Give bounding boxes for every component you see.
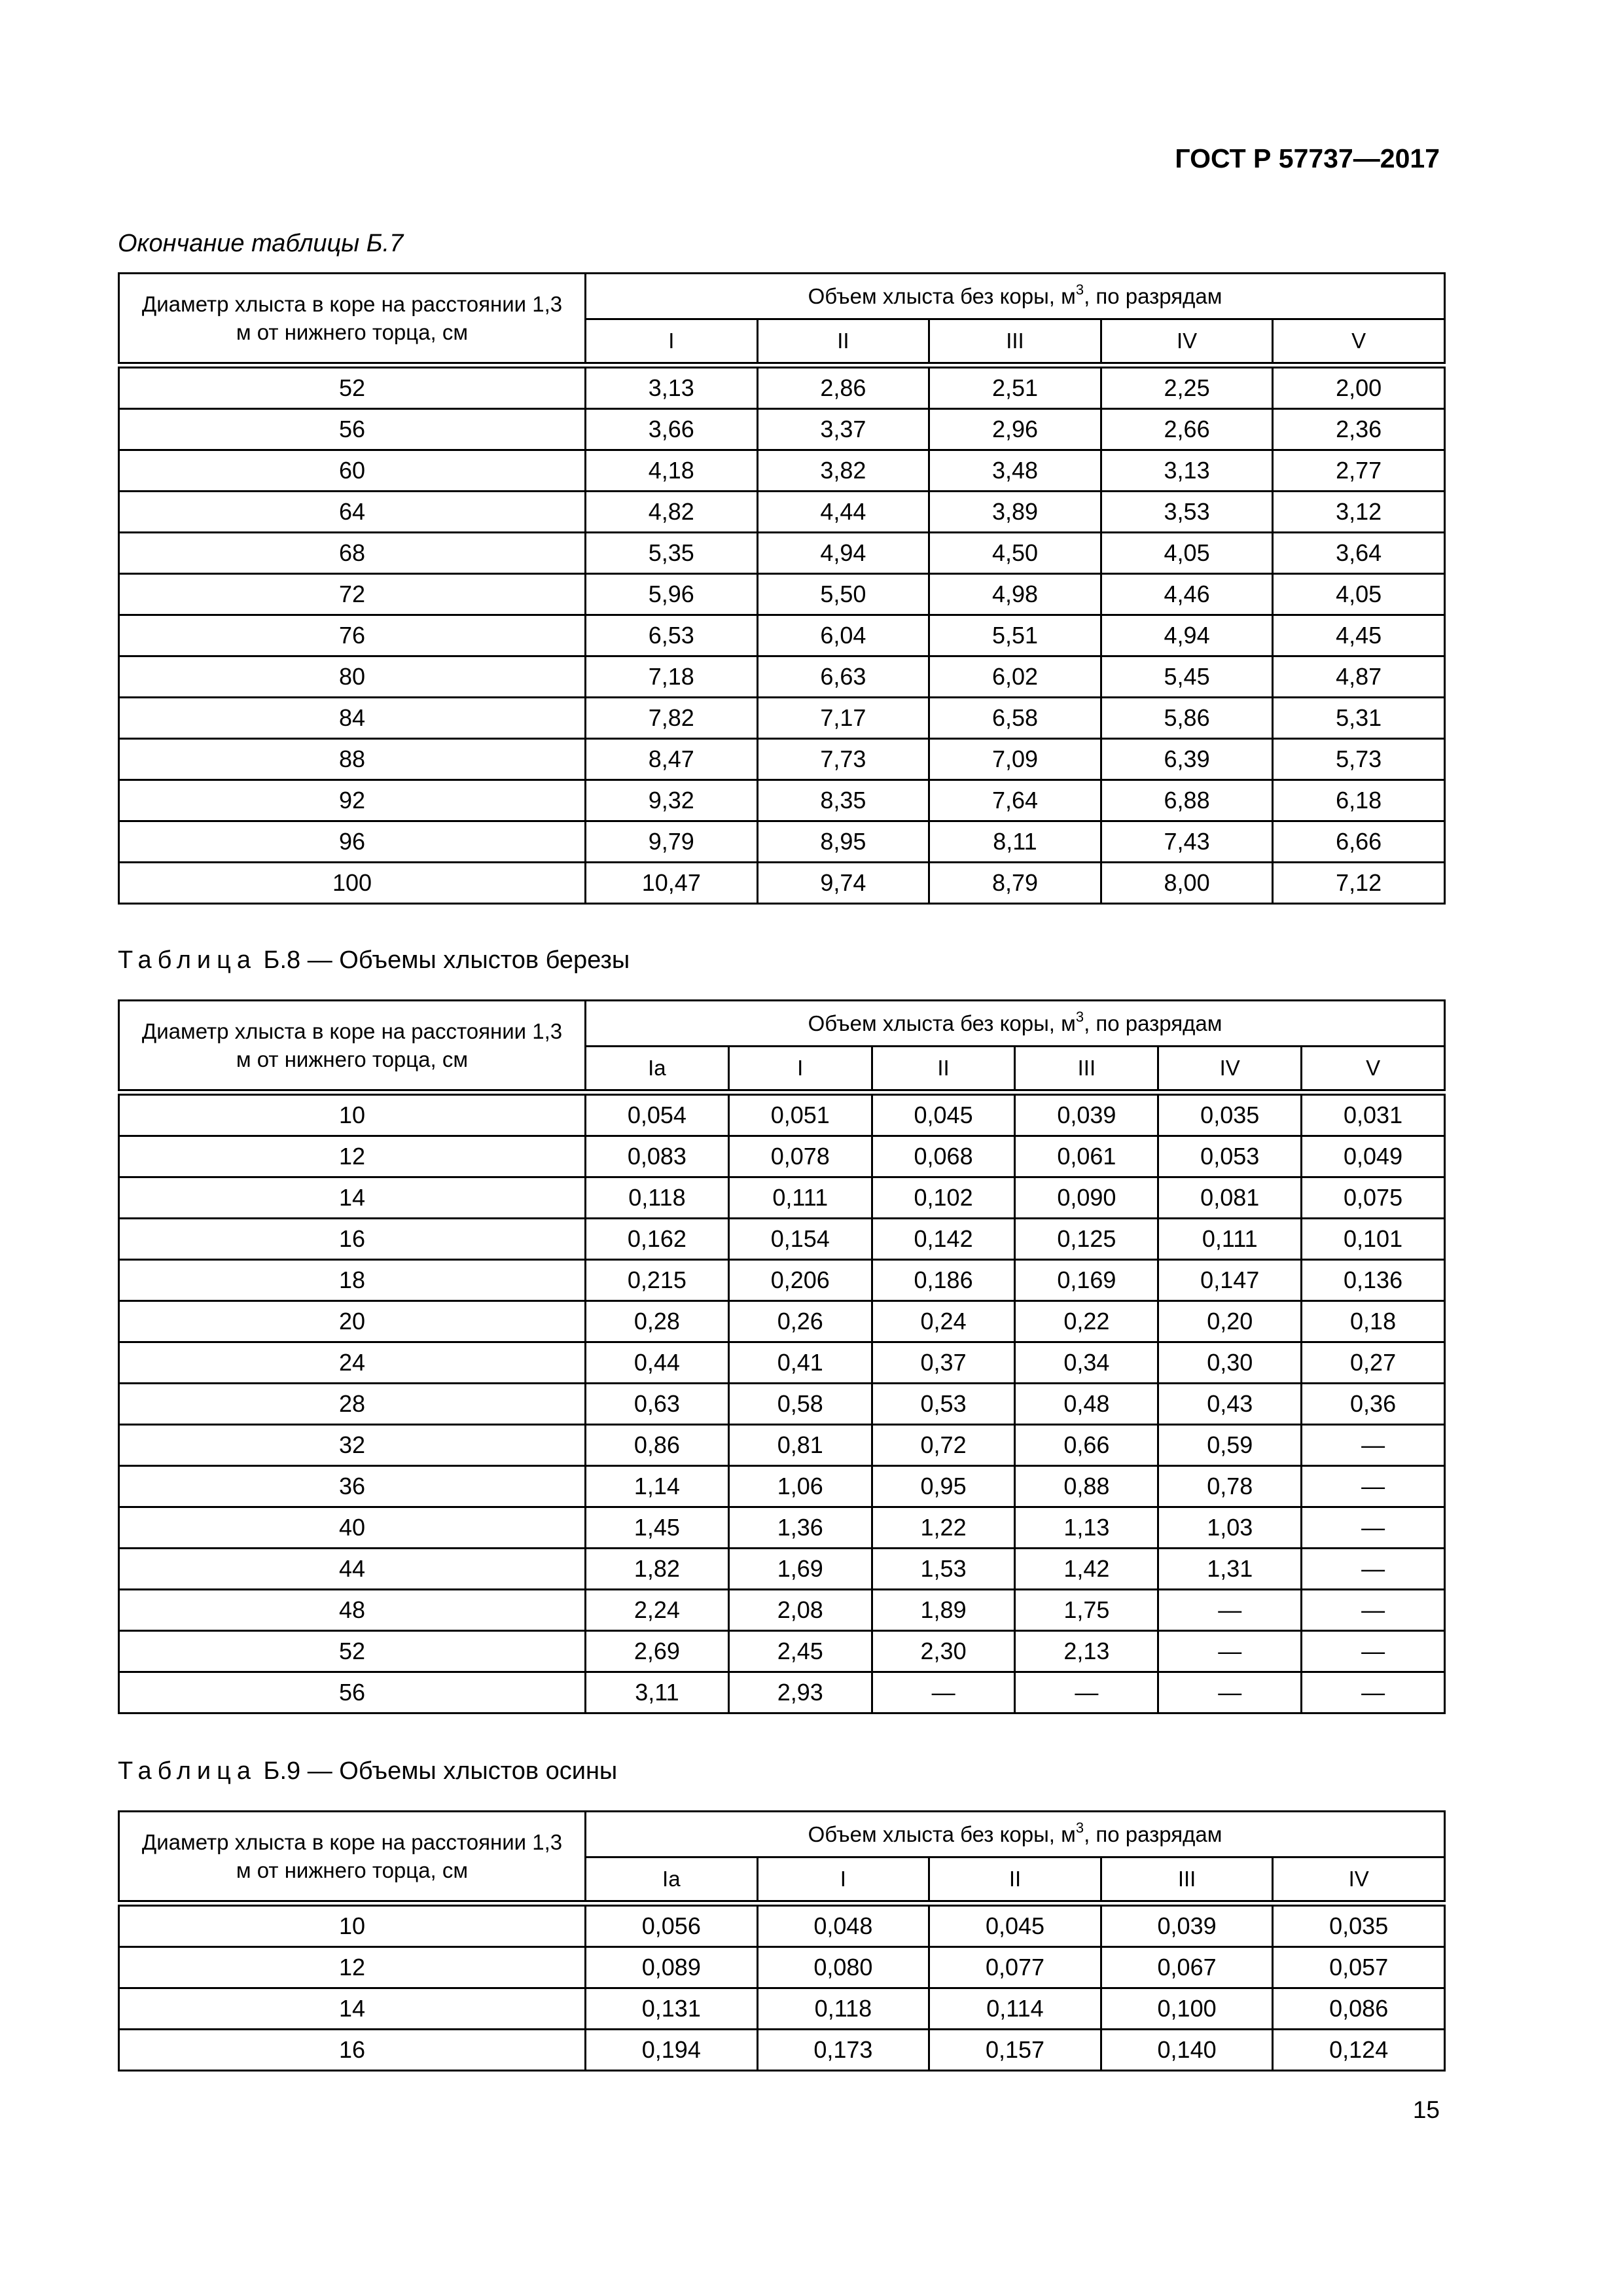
volume-cell: 1,14 xyxy=(586,1465,729,1507)
diameter-cell: 52 xyxy=(119,1630,586,1672)
table-row xyxy=(119,862,1445,903)
volume-cell: 7,64 xyxy=(929,780,1101,821)
volume-cell: 6,66 xyxy=(1273,821,1445,862)
volume-cell: 0,26 xyxy=(728,1300,872,1342)
volume-cell: 0,58 xyxy=(728,1383,872,1424)
volume-cell: 6,39 xyxy=(1101,738,1273,780)
volume-cell: 5,45 xyxy=(1101,656,1273,697)
table-row xyxy=(119,780,1445,821)
volume-cell: 5,51 xyxy=(929,615,1101,656)
class-column-header: II xyxy=(872,1047,1015,1092)
diameter-cell: 16 xyxy=(119,2029,586,2070)
volume-cell: — xyxy=(1302,1465,1445,1507)
class-column-header: V xyxy=(1273,319,1445,365)
volume-cell: 0,44 xyxy=(586,1342,729,1383)
volume-cell: 0,173 xyxy=(757,2029,929,2070)
volume-cell: 0,089 xyxy=(586,1946,758,1988)
volume-cell: — xyxy=(1302,1672,1445,1713)
volume-cell: 0,36 xyxy=(1302,1383,1445,1424)
diameter-cell: 84 xyxy=(119,697,586,738)
volume-cell: 0,118 xyxy=(757,1988,929,2029)
volume-cell: 0,43 xyxy=(1158,1383,1302,1424)
volume-cell: 3,11 xyxy=(586,1672,729,1713)
table-row xyxy=(119,1630,1445,1672)
table-row xyxy=(119,1136,1445,1177)
volume-cell: 0,075 xyxy=(1302,1177,1445,1218)
table-b7-continuation-caption: Окончание таблицы Б.7 xyxy=(118,230,404,257)
volume-cell: 0,27 xyxy=(1302,1342,1445,1383)
table-row xyxy=(119,738,1445,780)
volume-cell: 0,031 xyxy=(1302,1092,1445,1136)
volume-cell: 0,051 xyxy=(728,1092,872,1136)
class-column-header: I xyxy=(586,319,758,365)
volume-cell: 0,039 xyxy=(1101,1903,1273,1947)
volume-cell: 5,50 xyxy=(757,573,929,615)
volume-cell: 6,88 xyxy=(1101,780,1273,821)
table-row xyxy=(119,656,1445,697)
volume-cell: 4,45 xyxy=(1273,615,1445,656)
diameter-cell: 52 xyxy=(119,365,586,409)
class-column-header: IV xyxy=(1101,319,1273,365)
volume-cell: 1,31 xyxy=(1158,1548,1302,1589)
volume-cell: 2,86 xyxy=(757,365,929,409)
volume-cell: 4,44 xyxy=(757,491,929,532)
volume-cell: 1,22 xyxy=(872,1507,1015,1548)
volume-cell: 0,18 xyxy=(1302,1300,1445,1342)
table-row xyxy=(119,365,1445,409)
volume-cell: 7,12 xyxy=(1273,862,1445,903)
diameter-cell: 18 xyxy=(119,1259,586,1300)
table-row xyxy=(119,697,1445,738)
table-b8-caption: Таблица Б.8 — Объемы хлыстов березы xyxy=(118,946,630,974)
volume-cell: 0,140 xyxy=(1101,2029,1273,2070)
volume-cell: 2,66 xyxy=(1101,408,1273,450)
volume-cell: 1,82 xyxy=(586,1548,729,1589)
volume-cell: 0,039 xyxy=(1015,1092,1158,1136)
table-row xyxy=(119,1259,1445,1300)
volume-cell: 0,81 xyxy=(728,1424,872,1465)
table-row xyxy=(119,1092,1445,1136)
volume-cell: 5,31 xyxy=(1273,697,1445,738)
volume-cell: 0,24 xyxy=(872,1300,1015,1342)
volume-cell: 3,64 xyxy=(1273,532,1445,573)
volume-cell: 0,59 xyxy=(1158,1424,1302,1465)
diameter-cell: 12 xyxy=(119,1136,586,1177)
volume-cell: 0,22 xyxy=(1015,1300,1158,1342)
page-number: 15 xyxy=(1412,2096,1440,2123)
volume-cell: 2,77 xyxy=(1273,450,1445,491)
class-column-header: IV xyxy=(1158,1047,1302,1092)
volume-cell: — xyxy=(1302,1424,1445,1465)
diameter-cell: 56 xyxy=(119,408,586,450)
volume-cell: 0,080 xyxy=(757,1946,929,1988)
volume-cell: 0,068 xyxy=(872,1136,1015,1177)
diameter-cell: 10 xyxy=(119,1903,586,1947)
table-row xyxy=(119,532,1445,573)
volume-cell: 1,03 xyxy=(1158,1507,1302,1548)
volume-cell: 1,36 xyxy=(728,1507,872,1548)
diameter-cell: 12 xyxy=(119,1946,586,1988)
diameter-cell: 40 xyxy=(119,1507,586,1548)
volume-cell: 1,75 xyxy=(1015,1589,1158,1630)
table-row xyxy=(119,450,1445,491)
volume-cell: 4,50 xyxy=(929,532,1101,573)
volume-cell: 3,89 xyxy=(929,491,1101,532)
volume-cell: 4,87 xyxy=(1273,656,1445,697)
volume-cell: 8,35 xyxy=(757,780,929,821)
volume-cell: 1,53 xyxy=(872,1548,1015,1589)
volume-cell: — xyxy=(1015,1672,1158,1713)
class-column-header: IV xyxy=(1273,1857,1445,1903)
volume-cell: 0,88 xyxy=(1015,1465,1158,1507)
volume-cell: 3,66 xyxy=(586,408,758,450)
class-column-header: Ia xyxy=(586,1857,758,1903)
volume-cell: 0,48 xyxy=(1015,1383,1158,1424)
volume-cell: 0,125 xyxy=(1015,1218,1158,1259)
table-row xyxy=(119,1465,1445,1507)
volume-cell: 0,048 xyxy=(757,1903,929,1947)
volume-cell: 0,95 xyxy=(872,1465,1015,1507)
volume-cell: 0,056 xyxy=(586,1903,758,1947)
volume-cell: 0,061 xyxy=(1015,1136,1158,1177)
table-row xyxy=(119,1342,1445,1383)
volume-cell: 6,02 xyxy=(929,656,1101,697)
diameter-cell: 56 xyxy=(119,1672,586,1713)
class-column-header: I xyxy=(757,1857,929,1903)
volume-cell: 0,083 xyxy=(586,1136,729,1177)
diameter-cell: 14 xyxy=(119,1988,586,2029)
volume-cell: 0,067 xyxy=(1101,1946,1273,1988)
class-column-header: III xyxy=(1101,1857,1273,1903)
diameter-header: Диаметр хлыста в коре на расстоянии 1,3 м от нижнего торца, см xyxy=(119,1001,586,1092)
class-column-header: III xyxy=(1015,1047,1158,1092)
document-code: ГОСТ Р 57737—2017 xyxy=(1175,143,1440,173)
volume-cell: 5,86 xyxy=(1101,697,1273,738)
volume-cell: 1,13 xyxy=(1015,1507,1158,1548)
table-b8 xyxy=(118,999,1446,1714)
table-row xyxy=(119,491,1445,532)
volume-cell: 7,43 xyxy=(1101,821,1273,862)
volume-cell: 3,53 xyxy=(1101,491,1273,532)
table-row xyxy=(119,1424,1445,1465)
volume-cell: — xyxy=(872,1672,1015,1713)
volume-cell: 1,06 xyxy=(728,1465,872,1507)
volume-cell: 2,25 xyxy=(1101,365,1273,409)
volume-cell: 2,36 xyxy=(1273,408,1445,450)
volume-cell: 0,035 xyxy=(1158,1092,1302,1136)
volume-cell: 4,82 xyxy=(586,491,758,532)
volume-cell: 0,077 xyxy=(929,1946,1101,1988)
table-row xyxy=(119,408,1445,450)
diameter-cell: 76 xyxy=(119,615,586,656)
volume-cell: 0,215 xyxy=(586,1259,729,1300)
volume-cell: 2,96 xyxy=(929,408,1101,450)
volume-cell: 7,17 xyxy=(757,697,929,738)
volume-cell: 6,53 xyxy=(586,615,758,656)
table-row xyxy=(119,1946,1445,1988)
volume-cell: 4,18 xyxy=(586,450,758,491)
volume-cell: 0,147 xyxy=(1158,1259,1302,1300)
volume-cell: 0,035 xyxy=(1273,1903,1445,1947)
volume-cell: 0,86 xyxy=(586,1424,729,1465)
diameter-cell: 10 xyxy=(119,1092,586,1136)
diameter-cell: 32 xyxy=(119,1424,586,1465)
table-row xyxy=(119,1548,1445,1589)
table-row xyxy=(119,1903,1445,1947)
volume-cell: 0,111 xyxy=(728,1177,872,1218)
table-row xyxy=(119,1672,1445,1713)
volume-cell: 7,82 xyxy=(586,697,758,738)
volume-cell: 0,090 xyxy=(1015,1177,1158,1218)
volume-cell: 0,136 xyxy=(1302,1259,1445,1300)
volume-cell: — xyxy=(1302,1589,1445,1630)
diameter-cell: 14 xyxy=(119,1177,586,1218)
volume-cell: 0,131 xyxy=(586,1988,758,2029)
volume-cell: 4,05 xyxy=(1101,532,1273,573)
volume-cell: 10,47 xyxy=(586,862,758,903)
table-row xyxy=(119,573,1445,615)
diameter-cell: 100 xyxy=(119,862,586,903)
class-column-header: Ia xyxy=(586,1047,729,1092)
volume-cell: 0,41 xyxy=(728,1342,872,1383)
volume-cell: — xyxy=(1302,1630,1445,1672)
volume-cell: 2,08 xyxy=(728,1589,872,1630)
diameter-cell: 16 xyxy=(119,1218,586,1259)
volume-cell: 8,95 xyxy=(757,821,929,862)
diameter-cell: 92 xyxy=(119,780,586,821)
volume-cell: 7,73 xyxy=(757,738,929,780)
volume-cell: 8,11 xyxy=(929,821,1101,862)
volume-cell: 5,96 xyxy=(586,573,758,615)
volume-group-header: Объем хлыста без коры, $м^3$, по разрядам xyxy=(586,1001,1445,1047)
volume-cell: 4,05 xyxy=(1273,573,1445,615)
volume-cell: — xyxy=(1158,1589,1302,1630)
table-b9-caption: Таблица Б.9 — Объемы хлыстов осины xyxy=(118,1757,618,1785)
volume-cell: 1,42 xyxy=(1015,1548,1158,1589)
volume-cell: 0,053 xyxy=(1158,1136,1302,1177)
volume-cell: 6,63 xyxy=(757,656,929,697)
volume-cell: 0,049 xyxy=(1302,1136,1445,1177)
volume-cell: 4,94 xyxy=(1101,615,1273,656)
volume-cell: 0,054 xyxy=(586,1092,729,1136)
volume-cell: 2,93 xyxy=(728,1672,872,1713)
diameter-header: Диаметр хлыста в коре на расстоянии 1,3 м от нижнего торца, см xyxy=(119,1812,586,1903)
table-row xyxy=(119,1988,1445,2029)
volume-cell: 0,081 xyxy=(1158,1177,1302,1218)
volume-cell: 6,18 xyxy=(1273,780,1445,821)
volume-cell: 3,48 xyxy=(929,450,1101,491)
volume-cell: 2,69 xyxy=(586,1630,729,1672)
volume-cell: 8,47 xyxy=(586,738,758,780)
diameter-cell: 72 xyxy=(119,573,586,615)
volume-cell: 0,37 xyxy=(872,1342,1015,1383)
table-row xyxy=(119,1383,1445,1424)
table-b7 xyxy=(118,272,1446,905)
class-column-header: II xyxy=(757,319,929,365)
volume-group-header: Объем хлыста без коры, $м^3$, по разрядам xyxy=(586,1812,1445,1857)
diameter-cell: 60 xyxy=(119,450,586,491)
volume-cell: 0,53 xyxy=(872,1383,1015,1424)
volume-cell: 0,045 xyxy=(872,1092,1015,1136)
table-row xyxy=(119,1218,1445,1259)
diameter-cell: 68 xyxy=(119,532,586,573)
table-row xyxy=(119,2029,1445,2070)
volume-cell: 4,94 xyxy=(757,532,929,573)
volume-cell: — xyxy=(1302,1548,1445,1589)
volume-cell: 6,04 xyxy=(757,615,929,656)
class-column-header: III xyxy=(929,319,1101,365)
volume-cell: 0,045 xyxy=(929,1903,1101,1947)
volume-cell: 8,00 xyxy=(1101,862,1273,903)
volume-cell: 1,45 xyxy=(586,1507,729,1548)
volume-cell: 0,118 xyxy=(586,1177,729,1218)
volume-cell: 9,79 xyxy=(586,821,758,862)
volume-cell: 0,111 xyxy=(1158,1218,1302,1259)
volume-cell: 0,114 xyxy=(929,1988,1101,2029)
volume-cell: 2,13 xyxy=(1015,1630,1158,1672)
volume-cell: 0,101 xyxy=(1302,1218,1445,1259)
volume-cell: 0,078 xyxy=(728,1136,872,1177)
diameter-cell: 48 xyxy=(119,1589,586,1630)
diameter-cell: 80 xyxy=(119,656,586,697)
volume-cell: 3,82 xyxy=(757,450,929,491)
table-b9 xyxy=(118,1810,1446,2072)
class-column-header: V xyxy=(1302,1047,1445,1092)
volume-cell: 4,98 xyxy=(929,573,1101,615)
diameter-cell: 64 xyxy=(119,491,586,532)
volume-cell: 3,37 xyxy=(757,408,929,450)
volume-group-header: Объем хлыста без коры, $м^3$, по разрядам xyxy=(586,274,1445,319)
volume-cell: 9,74 xyxy=(757,862,929,903)
diameter-cell: 96 xyxy=(119,821,586,862)
volume-cell: 0,154 xyxy=(728,1218,872,1259)
diameter-header: Диаметр хлыста в коре на расстоянии 1,3 м от нижнего торца, см xyxy=(119,274,586,365)
volume-cell: 0,30 xyxy=(1158,1342,1302,1383)
volume-cell: 0,206 xyxy=(728,1259,872,1300)
volume-cell: 0,63 xyxy=(586,1383,729,1424)
volume-cell: 0,057 xyxy=(1273,1946,1445,1988)
volume-cell: 6,58 xyxy=(929,697,1101,738)
volume-cell: 5,73 xyxy=(1273,738,1445,780)
class-column-header: I xyxy=(728,1047,872,1092)
volume-cell: 0,086 xyxy=(1273,1988,1445,2029)
volume-cell: 1,89 xyxy=(872,1589,1015,1630)
diameter-cell: 20 xyxy=(119,1300,586,1342)
table-row xyxy=(119,1589,1445,1630)
volume-cell: 0,100 xyxy=(1101,1988,1273,2029)
volume-cell: 2,00 xyxy=(1273,365,1445,409)
volume-cell: 0,142 xyxy=(872,1218,1015,1259)
volume-cell: 5,35 xyxy=(586,532,758,573)
volume-cell: 4,46 xyxy=(1101,573,1273,615)
volume-cell: 0,186 xyxy=(872,1259,1015,1300)
volume-cell: — xyxy=(1158,1672,1302,1713)
volume-cell: 2,30 xyxy=(872,1630,1015,1672)
volume-cell: 0,194 xyxy=(586,2029,758,2070)
table-row xyxy=(119,1300,1445,1342)
table-row xyxy=(119,1177,1445,1218)
volume-cell: 1,69 xyxy=(728,1548,872,1589)
volume-cell: 3,12 xyxy=(1273,491,1445,532)
volume-cell: 3,13 xyxy=(1101,450,1273,491)
volume-cell: 0,20 xyxy=(1158,1300,1302,1342)
class-column-header: II xyxy=(929,1857,1101,1903)
volume-cell: 8,79 xyxy=(929,862,1101,903)
volume-cell: 0,78 xyxy=(1158,1465,1302,1507)
volume-cell: — xyxy=(1302,1507,1445,1548)
volume-cell: 7,09 xyxy=(929,738,1101,780)
volume-cell: 0,72 xyxy=(872,1424,1015,1465)
volume-cell: 2,24 xyxy=(586,1589,729,1630)
table-row xyxy=(119,821,1445,862)
volume-cell: 7,18 xyxy=(586,656,758,697)
volume-cell: 0,169 xyxy=(1015,1259,1158,1300)
volume-cell: 2,51 xyxy=(929,365,1101,409)
volume-cell: 0,34 xyxy=(1015,1342,1158,1383)
volume-cell: 0,162 xyxy=(586,1218,729,1259)
diameter-cell: 24 xyxy=(119,1342,586,1383)
diameter-cell: 88 xyxy=(119,738,586,780)
diameter-cell: 36 xyxy=(119,1465,586,1507)
volume-cell: 0,102 xyxy=(872,1177,1015,1218)
table-row xyxy=(119,615,1445,656)
volume-cell: 0,124 xyxy=(1273,2029,1445,2070)
volume-cell: 0,66 xyxy=(1015,1424,1158,1465)
volume-cell: 0,28 xyxy=(586,1300,729,1342)
volume-cell: 9,32 xyxy=(586,780,758,821)
table-row xyxy=(119,1507,1445,1548)
volume-cell: 2,45 xyxy=(728,1630,872,1672)
volume-cell: 3,13 xyxy=(586,365,758,409)
volume-cell: 0,157 xyxy=(929,2029,1101,2070)
diameter-cell: 28 xyxy=(119,1383,586,1424)
diameter-cell: 44 xyxy=(119,1548,586,1589)
volume-cell: — xyxy=(1158,1630,1302,1672)
